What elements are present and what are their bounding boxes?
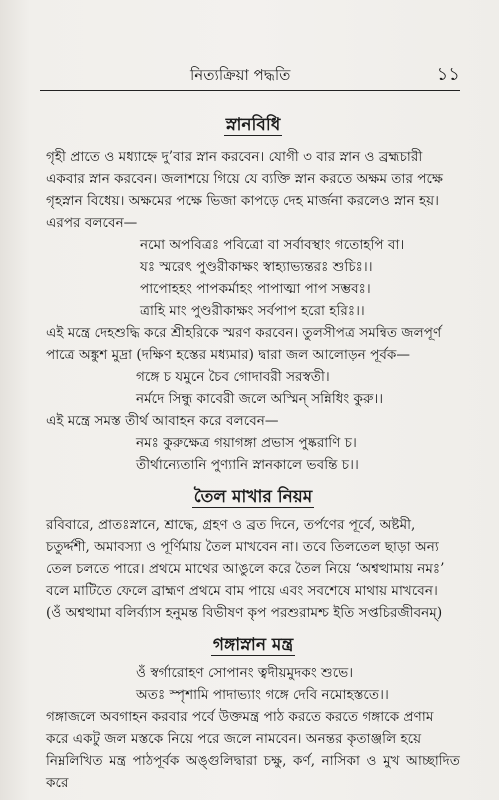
paragraph-line: পাত্রে অঙ্কুশ মুদ্রা (দক্ষিণ হস্তের মধ্যমার) দ্বারা জল আলোড়ন পূর্বক— xyxy=(46,347,410,363)
verse-line: গঙ্গে চ যমুনে চৈব গোদাবরী সরস্বতী। xyxy=(136,369,330,385)
paragraph-line: গৃহস্নান বিধেয়। অক্ষমের পক্ষে ভিজা কাপড়ে দেহ মার্জনা করলেও স্নান হয়। xyxy=(46,193,440,209)
paragraph-line: এই মন্ত্রে সমস্ত তীর্থ আবাহন করে বলবেন— xyxy=(46,413,279,429)
paragraph-line: চতুর্দ্দশী, অমাবস্যা ও পূর্ণিমায় তৈল মাখবেন না। তবে তিলতেল ছাড়া অন্য xyxy=(46,539,439,555)
verse-line: নমঃ কুরুক্ষেত্র গয়াগঙ্গা প্রভাস পুষ্করাণি চ। xyxy=(136,435,357,451)
paragraph-line: এই মন্ত্রে দেহশুদ্ধি করে শ্রীহরিকে স্মরণ করবেন। তুলসীপত্র সমন্বিত জলপূর্ণ xyxy=(46,325,442,341)
paragraph-line: গঙ্গাজলে অবগাহন করবার পর্বে উক্তমন্ত্র পাঠ করতে করতে গঙ্গাকে প্রণাম xyxy=(46,709,434,725)
header-rule xyxy=(40,90,460,91)
verse-line: ত্রাহি মাং পুণ্ডরীকাক্ষং সর্বপাপ হরো হরিঃ।। xyxy=(140,303,365,319)
section-heading-snanavidhi: স্নানবিধি xyxy=(225,115,281,135)
page-body xyxy=(46,112,460,794)
verse-line: অতঃ স্পৃশামি পাদাভ্যাং গঙ্গে দেবি নমোহস্ততে।। xyxy=(136,687,389,703)
paragraph-line: এরপর বলবেন— xyxy=(46,215,138,231)
paragraph-line: বলে মাটিতে ফেলে ব্রাহ্মণ প্রথমে বাম পায়ে এবং সবশেষে মাথায় মাখবেন। xyxy=(46,583,438,599)
verse-line: তীর্থান্যেতানি পুণ্যানি স্নানকালে ভবন্তি চ।। xyxy=(136,457,359,473)
page-number: ১১ xyxy=(436,64,460,85)
paragraph-line: গৃহী প্রাতে ও মধ্যাহ্নে দু’বার স্নান করবেন। যোগী ৩ বার স্নান ও ব্রহ্মচারী xyxy=(46,149,423,165)
paragraph-line: তেল চলতে পারে। প্রথমে মাথের আঙুলে করে তৈল নিয়ে ‘অশ্বত্থামায় নমঃ’ xyxy=(46,561,445,577)
verse-line: ওঁ স্বর্গারোহণ সোপানং ত্বদীয়মুদকং শুভে। xyxy=(136,665,354,681)
section-heading-ganga-snan: গঙ্গাস্নান মন্ত্র xyxy=(212,635,294,655)
verse-line: নর্মদে সিন্ধু কাবেরী জলে অস্মিন্ সন্নিধিং কুরু।। xyxy=(136,391,384,407)
running-header xyxy=(40,60,460,90)
verse-line: নমো অপবিত্রঃ পবিত্রো বা সর্বাবস্থাং গতোহপি বা। xyxy=(140,237,405,253)
verse-line: যঃ স্মরেৎ পুণ্ডরীকাক্ষং স্বাহ্যাভ্যন্তরঃ শুচিঃ।। xyxy=(140,259,373,275)
header-title: নিত্যক্রিয়া পদ্ধতি xyxy=(190,66,291,84)
paragraph-line: রবিবারে, প্রাতঃস্নানে, শ্রাদ্ধে, গ্রহণ ও ব্রত দিনে, তর্পণের পূর্বে, অষ্টমী, xyxy=(46,517,416,533)
paragraph-line: করে একটু জল মস্তকে নিয়ে পরে জলে নামবেন। অনন্তর কৃতাঞ্জলি হয়ে xyxy=(46,731,422,747)
paragraph-line: একবার স্নান করবেন। জলাশয়ে গিয়ে যে ব্যক্তি স্নান করতে অক্ষম তার পক্ষে xyxy=(46,171,443,187)
paragraph-line: (ওঁ অশ্বত্থামা বলির্ব্যাস হনুমন্ত বিভীষণ কৃপ পরশুরামশ্চ ইতি সপ্তচিরজীবনম্) xyxy=(46,605,443,621)
section-heading-oil: তৈল মাখার নিয়ম xyxy=(193,487,313,507)
verse-line: পাপোহহং পাপকর্মাহং পাপাত্মা পাপ সম্ভবঃ। xyxy=(140,281,371,297)
paragraph-line: নিম্নলিখিত মন্ত্র পাঠপূর্বক অঙ্গুলিদ্বারা চক্ষু, কর্ণ, নাসিকা ও মুখ আচ্ছাদিত করে xyxy=(46,753,460,791)
